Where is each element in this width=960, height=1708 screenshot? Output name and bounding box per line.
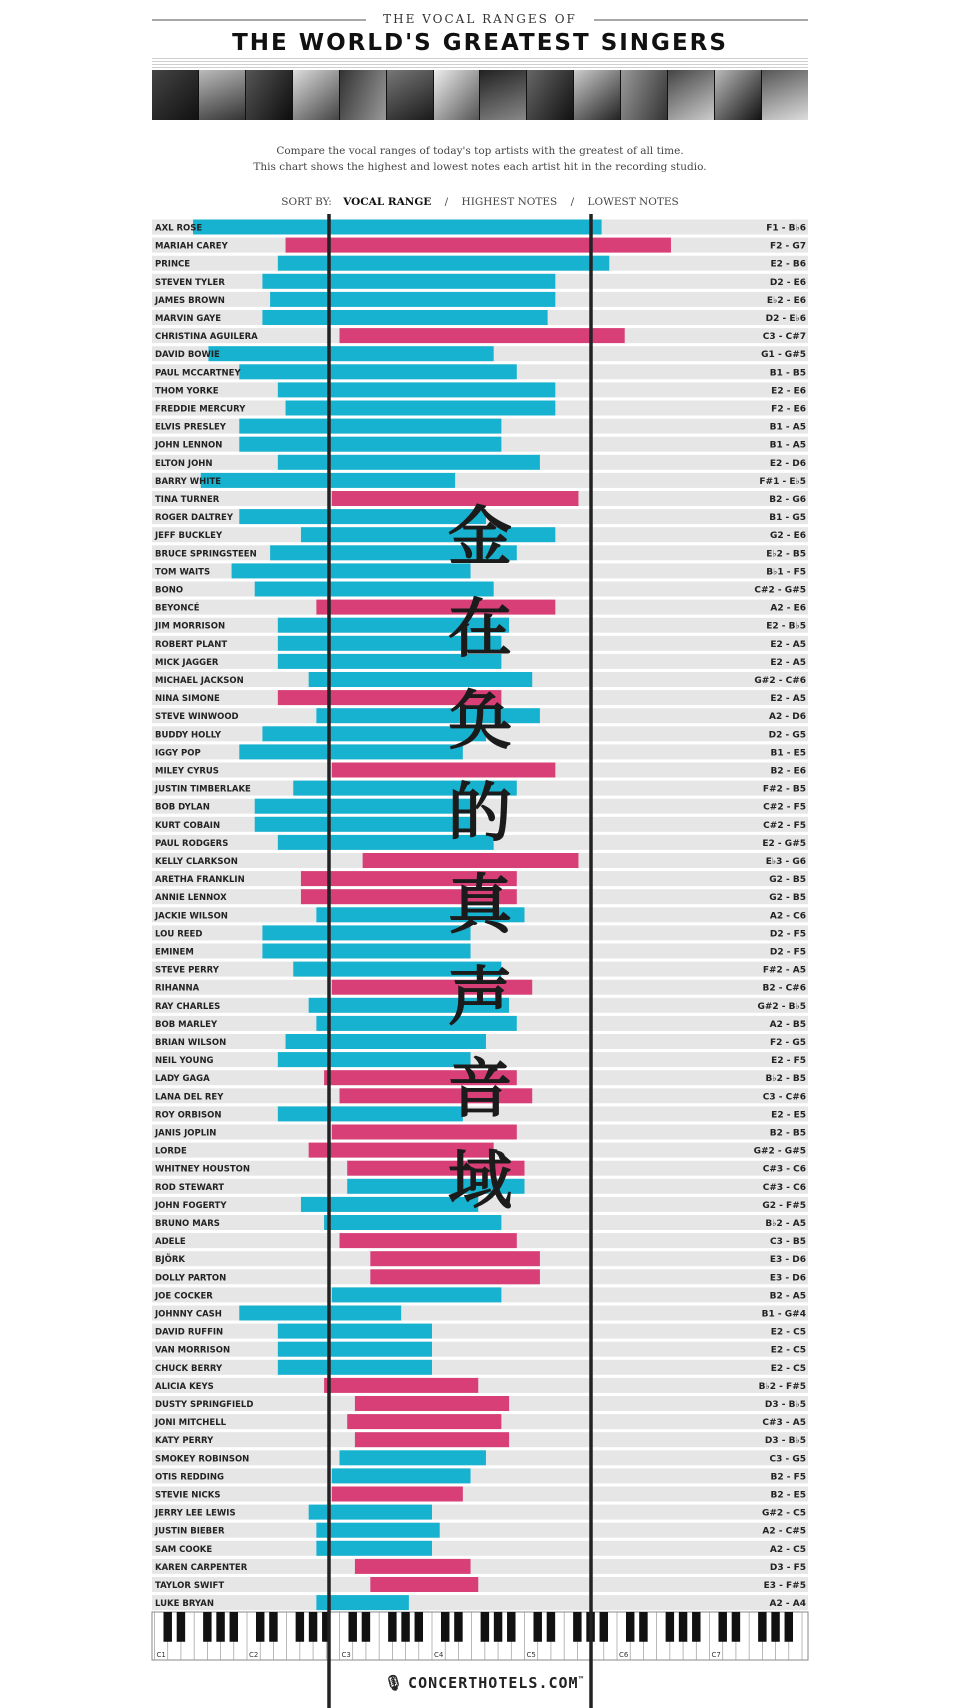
singer-name: ROBERT PLANT — [155, 639, 228, 650]
range-label: C#2 - F5 — [763, 820, 806, 831]
range-bar — [193, 220, 602, 235]
singer-name: THOM YORKE — [155, 386, 219, 397]
black-key — [507, 1612, 515, 1642]
singer-name: KAREN CARPENTER — [155, 1562, 248, 1573]
range-label: D3 - B♭5 — [764, 1400, 806, 1410]
logo-trademark: ™ — [578, 1675, 585, 1684]
range-label: G#2 - B♭5 — [757, 1001, 806, 1012]
range-label: C#2 - G#5 — [754, 585, 806, 596]
black-key — [203, 1612, 211, 1642]
black-key — [401, 1612, 409, 1642]
range-bar — [340, 1450, 486, 1465]
singer-name: STEVIE NICKS — [155, 1490, 221, 1501]
singer-name: CHUCK BERRY — [155, 1363, 223, 1374]
range-label: E2 - E6 — [771, 386, 806, 397]
range-label: C#3 - C6 — [762, 1182, 806, 1193]
range-label: B1 - A5 — [769, 440, 806, 451]
range-bar — [355, 1559, 471, 1574]
microphone-icon: 🎙 — [384, 1674, 405, 1692]
singer-name: LANA DEL REY — [155, 1092, 224, 1103]
black-key — [785, 1612, 793, 1642]
range-bar — [370, 1577, 478, 1592]
singer-name: ELTON JOHN — [155, 458, 213, 469]
singer-name: PAUL RODGERS — [155, 838, 229, 849]
singer-name: LOU REED — [155, 929, 203, 940]
singer-name: NEIL YOUNG — [155, 1056, 214, 1067]
range-label: B1 - G5 — [769, 513, 806, 524]
range-label: B1 - E5 — [770, 748, 806, 759]
singer-name: IGGY POP — [155, 748, 201, 759]
range-bar — [239, 1306, 401, 1321]
row-background — [152, 1595, 808, 1610]
range-label: F1 - B♭6 — [766, 223, 806, 234]
octave-label: C2 — [249, 1651, 259, 1659]
range-label: C#3 - A5 — [762, 1418, 806, 1429]
singer-name: SAM COOKE — [155, 1544, 213, 1555]
range-label: E2 - C5 — [770, 1345, 806, 1356]
octave-label: C6 — [619, 1651, 629, 1659]
black-key — [718, 1612, 726, 1642]
range-label: D2 - G5 — [768, 730, 806, 741]
singer-name: JUSTIN TIMBERLAKE — [155, 784, 251, 795]
range-bar — [239, 419, 501, 434]
range-label: B2 - A5 — [769, 1291, 806, 1302]
range-label: G2 - F#5 — [762, 1200, 806, 1211]
singer-name: BJÖRK — [155, 1255, 185, 1266]
range-label: E2 - C5 — [770, 1363, 806, 1374]
singer-name: DOLLY PARTON — [155, 1273, 227, 1284]
black-key — [388, 1612, 396, 1642]
singer-name: BONO — [155, 585, 184, 596]
range-label: E2 - B♭5 — [766, 621, 806, 632]
singer-name: LUKE BRYAN — [155, 1599, 214, 1610]
sort-option-vocal-range[interactable]: VOCAL RANGE — [343, 196, 432, 208]
row-background — [152, 1360, 808, 1375]
range-label: A2 - C5 — [769, 1544, 806, 1555]
range-bar — [355, 1396, 509, 1411]
chart-title: THE WORLD'S GREATEST SINGERS — [232, 30, 728, 56]
singer-name: JERRY LEE LEWIS — [155, 1508, 236, 1519]
singer-name: JOHNNY CASH — [155, 1309, 222, 1320]
singer-name: CHRISTINA AGUILERA — [155, 332, 258, 343]
range-label: B2 - G6 — [769, 495, 806, 505]
singer-name: JAMES BROWN — [155, 295, 225, 306]
range-label: G2 - B5 — [769, 875, 806, 886]
range-label: B2 - E5 — [770, 1490, 806, 1501]
black-key — [441, 1612, 449, 1642]
range-label: G#2 - G#5 — [753, 1146, 806, 1157]
range-label: E2 - E5 — [771, 1110, 806, 1121]
range-label: B♭2 - A5 — [765, 1219, 806, 1229]
singer-name: JANIS JOPLIN — [155, 1128, 217, 1139]
row-background — [152, 1541, 808, 1556]
range-label: B2 - F5 — [770, 1472, 806, 1483]
singer-name: ROD STEWART — [155, 1182, 225, 1193]
range-bar — [370, 1251, 540, 1266]
singer-name: JUSTIN BIEBER — [155, 1526, 225, 1537]
singer-name: BEYONCÉ — [155, 603, 200, 614]
black-key — [309, 1612, 317, 1642]
overlay-caption: 金在奂的真声音域 — [448, 501, 512, 1219]
range-label: E♭2 - B5 — [766, 549, 806, 560]
range-label: B2 - E6 — [770, 766, 806, 777]
singer-name: NINA SIMONE — [155, 694, 220, 705]
singer-name: WHITNEY HOUSTON — [155, 1164, 250, 1175]
range-label: E2 - F5 — [771, 1056, 806, 1067]
range-bar — [324, 1378, 478, 1393]
row-background — [152, 1378, 808, 1393]
range-bar — [355, 1432, 509, 1447]
singer-name: JOE COCKER — [155, 1291, 213, 1302]
range-bar — [286, 238, 671, 253]
octave-label: C1 — [156, 1651, 166, 1659]
range-label: F#2 - B5 — [762, 784, 806, 795]
black-key — [454, 1612, 462, 1642]
range-label: E3 - D6 — [769, 1273, 806, 1284]
range-bar — [278, 382, 556, 397]
range-label: F2 - G5 — [769, 1038, 806, 1048]
range-label: G1 - G#5 — [761, 350, 806, 361]
singer-name: VAN MORRISON — [155, 1345, 231, 1356]
sort-separator: / — [570, 196, 575, 208]
black-key — [256, 1612, 264, 1642]
octave-label: C5 — [526, 1651, 536, 1659]
singer-name: STEVE WINWOOD — [155, 712, 239, 723]
range-label: G2 - E6 — [769, 531, 806, 542]
black-key — [573, 1612, 581, 1642]
logo-text: CONCERTHOTELS.COM — [408, 1674, 579, 1692]
intro-line-2: This chart shows the highest and lowest notes each artist hit in the recording studio. — [253, 161, 707, 173]
black-key — [679, 1612, 687, 1642]
range-label: C#3 - C6 — [762, 1164, 806, 1175]
singer-name: LADY GAGA — [155, 1074, 210, 1085]
range-label: F#2 - A5 — [762, 965, 806, 976]
range-label: C3 - B5 — [770, 1237, 806, 1248]
black-key — [348, 1612, 356, 1642]
singer-name: SMOKEY ROBINSON — [155, 1454, 250, 1465]
range-label: D2 - E6 — [769, 277, 806, 288]
range-label: A2 - A4 — [769, 1599, 806, 1610]
black-key — [639, 1612, 647, 1642]
piano-keyboard-axis — [152, 1612, 808, 1660]
octave-label: C7 — [711, 1651, 721, 1659]
singer-name: JONI MITCHELL — [155, 1418, 227, 1429]
black-key — [177, 1612, 185, 1642]
range-label: A2 - E6 — [770, 603, 806, 614]
range-bar — [278, 1342, 432, 1357]
black-key — [494, 1612, 502, 1642]
singer-name: JEFF BUCKLEY — [155, 531, 223, 542]
range-label: C#2 - F5 — [763, 802, 806, 813]
range-bar — [278, 1324, 432, 1339]
range-label: F2 - G7 — [769, 241, 806, 252]
range-label: E2 - G#5 — [762, 838, 806, 849]
row-background — [152, 1324, 808, 1339]
row-background — [152, 1487, 808, 1502]
singer-name: BARRY WHITE — [155, 476, 222, 487]
range-label: A2 - B5 — [769, 1019, 806, 1030]
black-key — [533, 1612, 541, 1642]
range-bar — [208, 346, 493, 361]
singer-name: STEVEN TYLER — [155, 277, 225, 288]
singer-name: KURT COBAIN — [155, 820, 221, 831]
range-label: E2 - C5 — [770, 1327, 806, 1338]
range-label: C3 - G5 — [769, 1454, 806, 1465]
singer-name: RIHANNA — [155, 983, 200, 994]
singer-name: MICK JAGGER — [155, 657, 219, 668]
singer-name: MILEY CYRUS — [155, 766, 219, 777]
range-label: B♭2 - B5 — [765, 1074, 806, 1085]
sort-option-highest-notes[interactable]: HIGHEST NOTES — [461, 196, 558, 208]
row-background — [152, 1505, 808, 1520]
singer-name: DAVID BOWIE — [155, 350, 220, 361]
singer-name: BRUNO MARS — [155, 1219, 220, 1229]
range-label: D3 - B♭5 — [764, 1436, 806, 1447]
range-bar — [316, 1523, 439, 1538]
range-bar — [270, 292, 555, 307]
singer-name: OTIS REDDING — [155, 1472, 224, 1483]
sort-label: SORT BY: — [281, 196, 332, 208]
black-key — [626, 1612, 634, 1642]
singer-name: BOB MARLEY — [155, 1019, 218, 1030]
range-label: A2 - D6 — [769, 712, 806, 723]
singer-name: STEVE PERRY — [155, 965, 219, 976]
concerthotels-logo[interactable] — [384, 1674, 584, 1692]
range-label: E2 - A5 — [770, 657, 806, 668]
black-key — [547, 1612, 555, 1642]
singer-name: JACKIE WILSON — [155, 911, 228, 922]
black-key — [481, 1612, 489, 1642]
range-label: G#2 - C5 — [761, 1508, 806, 1519]
range-bar — [332, 1487, 463, 1502]
black-key — [600, 1612, 608, 1642]
singer-name: ELVIS PRESLEY — [155, 422, 226, 433]
sort-option-lowest-notes[interactable]: LOWEST NOTES — [587, 196, 679, 208]
row-background — [152, 1342, 808, 1357]
black-key — [230, 1612, 238, 1642]
range-label: B1 - B5 — [769, 368, 806, 379]
range-bar — [316, 1541, 432, 1556]
singer-name: JOHN FOGERTY — [155, 1200, 227, 1211]
singer-name: LORDE — [155, 1146, 187, 1157]
range-label: C3 - C#7 — [762, 332, 806, 343]
singer-name: JOHN LENNON — [155, 440, 223, 451]
singer-name: KATY PERRY — [155, 1436, 214, 1447]
singer-name: ROGER DALTREY — [155, 513, 234, 524]
range-bar — [370, 1269, 540, 1284]
range-label: B♭1 - F5 — [766, 567, 806, 578]
black-key — [692, 1612, 700, 1642]
range-label: A2 - C6 — [769, 911, 806, 922]
range-bar — [332, 1287, 502, 1302]
singer-name: MICHAEL JACKSON — [155, 676, 244, 686]
range-label: E2 - D6 — [769, 458, 806, 469]
black-key — [269, 1612, 277, 1642]
range-label: B1 - A5 — [769, 422, 806, 433]
range-bar — [239, 364, 517, 379]
black-key — [216, 1612, 224, 1642]
singer-name: PRINCE — [155, 259, 191, 270]
singer-name: PAUL MCCARTNEY — [155, 368, 241, 379]
range-label: D3 - F5 — [769, 1562, 806, 1573]
black-key — [415, 1612, 423, 1642]
range-bar — [332, 1468, 471, 1483]
range-label: E3 - F#5 — [763, 1581, 806, 1591]
singer-name: DAVID RUFFIN — [155, 1327, 224, 1338]
singer-name: DUSTY SPRINGFIELD — [155, 1400, 254, 1410]
intro-line-1: Compare the vocal ranges of today's top artists with the greatest of all time. — [276, 145, 684, 157]
black-key — [296, 1612, 304, 1642]
range-label: F#1 - E♭5 — [759, 476, 806, 487]
range-bar — [239, 437, 501, 452]
singer-name: ADELE — [155, 1237, 186, 1248]
range-label: B♭2 - F#5 — [758, 1381, 806, 1392]
range-bar — [278, 1360, 432, 1375]
range-bar — [278, 455, 540, 470]
singer-name: JIM MORRISON — [155, 621, 226, 632]
singer-name: TAYLOR SWIFT — [155, 1581, 225, 1591]
range-label: B1 - G#4 — [761, 1309, 806, 1320]
black-key — [362, 1612, 370, 1642]
octave-label: C3 — [341, 1651, 351, 1659]
singer-name: KELLY CLARKSON — [155, 857, 238, 867]
range-label: B2 - B5 — [769, 1128, 806, 1139]
range-label: E♭2 - E6 — [766, 295, 806, 306]
singer-name: AXL ROSE — [155, 223, 203, 234]
singer-name: BOB DYLAN — [155, 802, 210, 813]
singer-name: BUDDY HOLLY — [155, 730, 221, 741]
singer-name: BRUCE SPRINGSTEEN — [155, 549, 257, 560]
range-bar — [340, 328, 625, 343]
singer-name: BRIAN WILSON — [155, 1038, 227, 1048]
sort-separator: / — [444, 196, 449, 208]
range-label: D2 - F5 — [769, 947, 806, 958]
singer-name: FREDDIE MERCURY — [155, 404, 246, 415]
range-label: D2 - F5 — [769, 929, 806, 940]
range-label: A2 - C#5 — [762, 1526, 806, 1537]
black-key — [666, 1612, 674, 1642]
singer-name: MARVIN GAYE — [155, 314, 222, 324]
row-background — [152, 1468, 808, 1483]
range-label: D2 - E♭6 — [765, 314, 806, 324]
singer-name: ARETHA FRANKLIN — [155, 875, 245, 886]
row-background — [152, 1559, 808, 1574]
row-background — [152, 1523, 808, 1538]
singer-name: ALICIA KEYS — [155, 1381, 214, 1392]
range-label: E2 - B6 — [770, 259, 806, 270]
chart-subtitle: THE VOCAL RANGES OF — [383, 12, 577, 26]
singer-name: TINA TURNER — [155, 495, 220, 505]
range-label: E♭3 - G6 — [765, 857, 806, 867]
range-label: B2 - C#6 — [762, 983, 806, 994]
black-key — [163, 1612, 171, 1642]
range-label: E2 - A5 — [770, 694, 806, 705]
singer-name: TOM WAITS — [155, 567, 211, 578]
row-background — [152, 1577, 808, 1592]
range-bar — [262, 310, 547, 325]
range-label: F2 - E6 — [771, 404, 806, 415]
range-bar — [309, 1505, 432, 1520]
range-label: G#2 - C#6 — [754, 676, 806, 686]
singer-name: ANNIE LENNOX — [155, 893, 227, 904]
singer-name: RAY CHARLES — [155, 1001, 221, 1012]
black-key — [771, 1612, 779, 1642]
range-bar — [286, 401, 556, 416]
range-bar — [347, 1414, 501, 1429]
black-key — [758, 1612, 766, 1642]
range-bar — [340, 1233, 517, 1248]
black-key — [732, 1612, 740, 1642]
range-label: C3 - C#6 — [762, 1092, 806, 1103]
range-label: G2 - B5 — [769, 893, 806, 904]
range-label: E3 - D6 — [769, 1255, 806, 1266]
singer-name: ROY ORBISON — [155, 1110, 222, 1121]
singer-name: EMINEM — [155, 947, 194, 958]
range-label: E2 - A5 — [770, 639, 806, 650]
octave-label: C4 — [434, 1651, 444, 1659]
range-bar — [262, 274, 555, 289]
singer-name: MARIAH CAREY — [155, 241, 228, 252]
